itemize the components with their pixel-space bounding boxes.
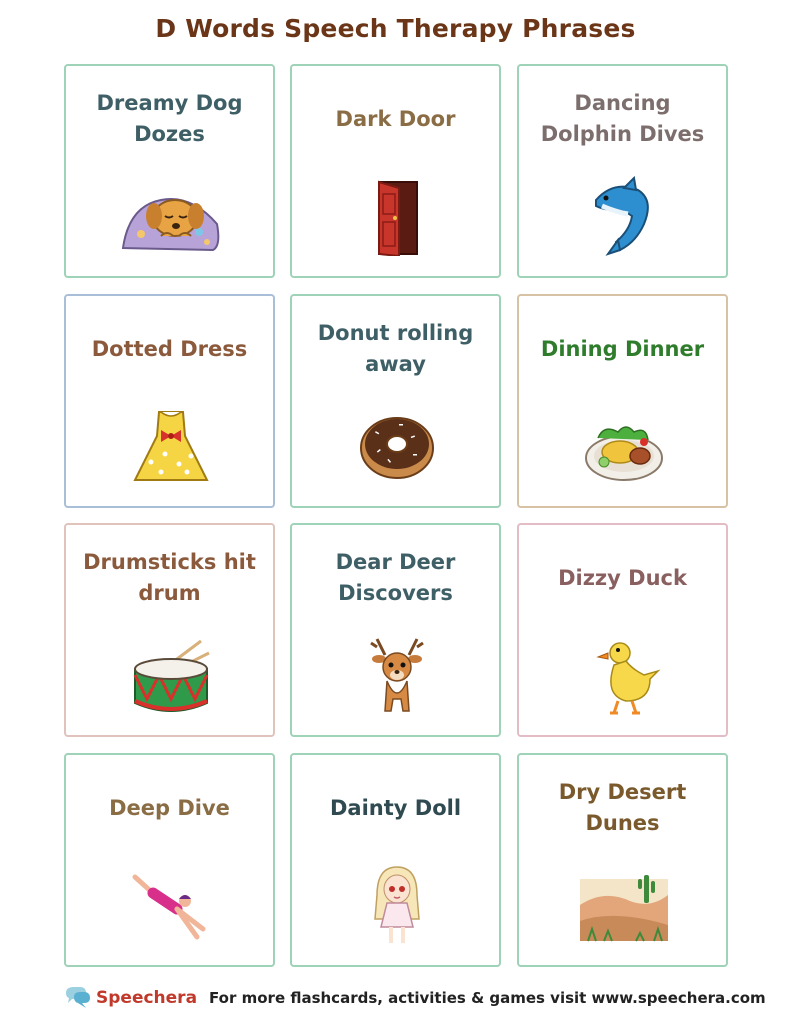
card-dizzy-duck (517, 523, 728, 737)
card-phrase: Dark Door (335, 106, 456, 131)
dress-icon (121, 406, 221, 486)
card-dear-deer-discovers (290, 523, 501, 737)
duck-icon (574, 635, 674, 715)
open-door-icon (347, 176, 447, 256)
card-deep-dive (64, 753, 275, 967)
card-phrase: Dreamy Dog Dozes (96, 91, 243, 146)
card-dining-dinner (517, 294, 728, 508)
speech-bubble-icon (62, 985, 92, 1011)
card-phrase: Dainty Doll (329, 795, 462, 820)
card-dancing-dolphin-dives (517, 64, 728, 278)
card-phrase: Dizzy Duck (558, 565, 687, 590)
card-dreamy-dog-dozes (64, 64, 275, 278)
card-phrase: Dry Desert Dunes (558, 780, 687, 835)
page-title: D Words Speech Therapy Phrases (155, 14, 636, 43)
footer (62, 982, 766, 1014)
card-phrase: Drumsticks hit drum (83, 550, 256, 605)
card-dark-door (290, 64, 501, 278)
donut-icon (347, 406, 447, 486)
card-dainty-doll (290, 753, 501, 967)
card-dry-desert-dunes (517, 753, 728, 967)
diver-icon (121, 865, 221, 945)
card-phrase: Dining Dinner (540, 336, 705, 361)
brand-name: Speechera (96, 988, 198, 1008)
deer-icon (347, 635, 447, 715)
card-phrase: Dancing Dolphin Dives (540, 91, 705, 146)
sleeping-dog-icon (121, 176, 221, 256)
footer-text: For more flashcards, activities & games visit www.speechera.com (209, 989, 766, 1007)
card-phrase: Donut rolling away (317, 321, 474, 376)
card-phrase: Deep Dive (109, 795, 230, 820)
doll-icon (347, 865, 447, 945)
drum-icon (121, 635, 221, 715)
card-drumsticks-hit-drum (64, 523, 275, 737)
dinner-plate-icon (574, 406, 674, 486)
card-phrase: Dotted Dress (91, 336, 248, 361)
desert-icon (574, 865, 674, 945)
card-phrase: Dear Deer Discovers (335, 550, 456, 605)
card-dotted-dress (64, 294, 275, 508)
dolphin-icon (574, 176, 674, 256)
card-donut-rolling-away (290, 294, 501, 508)
